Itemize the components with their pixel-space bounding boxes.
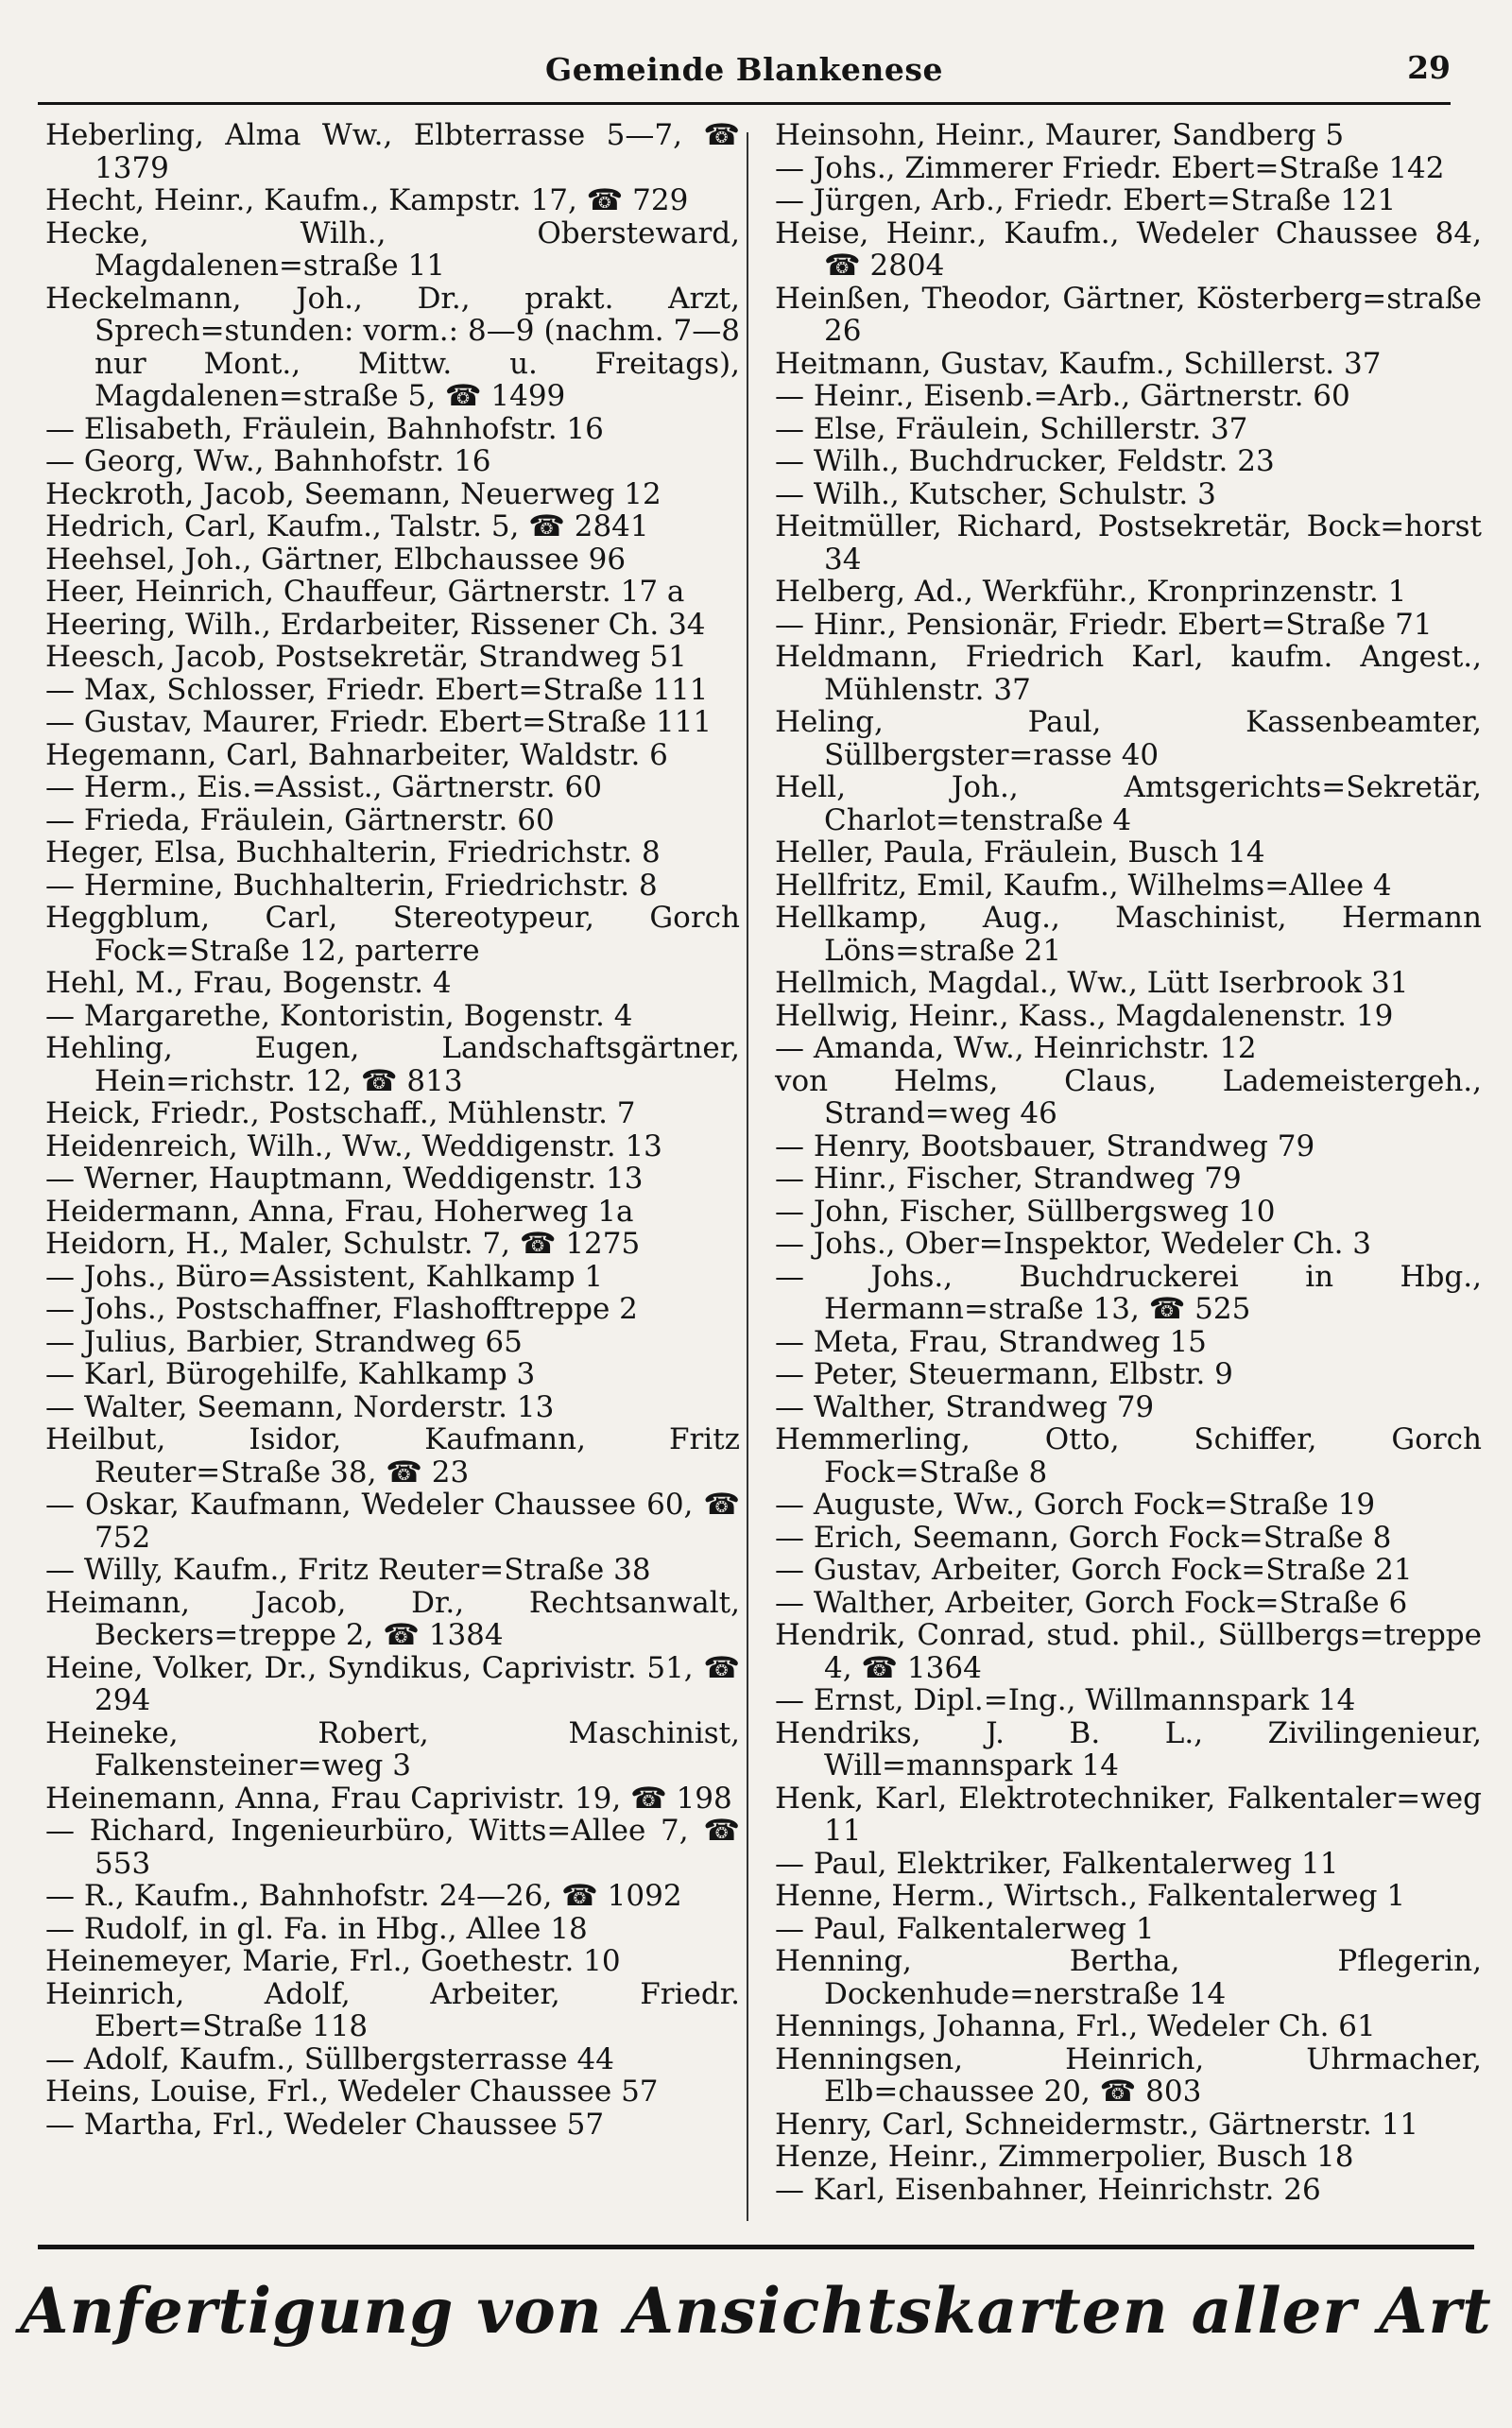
directory-entry: Heesch, Jacob, Postsekretär, Strandweg 51 — [45, 640, 687, 674]
directory-entry: Heinemeyer, Marie, Frl., Goethestr. 10 — [45, 1944, 621, 1978]
left-column — [45, 119, 740, 2141]
directory-entry: Heger, Elsa, Buchhalterin, Friedrichstr. 8 — [45, 835, 661, 870]
directory-entry: Heick, Friedr., Postschaff., Mühlenstr. 7 — [45, 1096, 636, 1130]
directory-entry: — John, Fischer, Süllbergsweg 10 — [775, 1194, 1276, 1229]
directory-entry: Heinsohn, Heinr., Maurer, Sandberg 5 — [775, 118, 1345, 152]
directory-entry: Hedrich, Carl, Kaufm., Talstr. 5, ☎ 2841 — [45, 509, 649, 543]
directory-entry: — R., Kaufm., Bahnhofstr. 24—26, ☎ 1092 — [45, 1879, 682, 1913]
directory-entry: — Karl, Eisenbahner, Heinrichstr. 26 — [775, 2172, 1321, 2207]
directory-entry: — Johs., Zimmerer Friedr. Ebert=Straße 142 — [775, 150, 1445, 185]
directory-entry: — Paul, Elektriker, Falkentalerweg 11 — [775, 1846, 1339, 1881]
directory-entry: Heine, Volker, Dr., Syndikus, Caprivistr. 51, ☎ 294 — [45, 1650, 740, 1717]
directory-entry: Heidorn, H., Maler, Schulstr. 7, ☎ 1275 — [45, 1227, 641, 1261]
directory-entry: Hecke, Wilh., Obersteward, Magdalenen=straße 11 — [45, 215, 740, 283]
directory-entry: — Martha, Frl., Wedeler Chaussee 57 — [45, 2107, 605, 2142]
directory-entry: — Hermine, Buchhalterin, Friedrichstr. 8 — [45, 868, 658, 903]
directory-entry: Hehl, M., Frau, Bogenstr. 4 — [45, 966, 452, 1000]
directory-entry: Hellkamp, Aug., Maschinist, Hermann Löns=straße 21 — [775, 901, 1482, 968]
directory-entry: Heidenreich, Wilh., Ww., Weddigenstr. 13 — [45, 1128, 662, 1163]
directory-entry: — Erich, Seemann, Gorch Fock=Straße 8 — [775, 1520, 1392, 1555]
directory-entry: Heller, Paula, Fräulein, Busch 14 — [775, 835, 1265, 870]
directory-entry: — Walther, Strandweg 79 — [775, 1389, 1155, 1424]
directory-entry: — Elisabeth, Fräulein, Bahnhofstr. 16 — [45, 411, 604, 446]
directory-entry: Hendriks, J. B. L., Zivilingenieur, Will=mannspark 14 — [775, 1715, 1482, 1782]
directory-entry: — Herm., Eis.=Assist., Gärtnerstr. 60 — [45, 770, 602, 804]
directory-entry: — Oskar, Kaufmann, Wedeler Chaussee 60, ☎ 752 — [45, 1488, 740, 1555]
directory-entry: — Johs., Ober=Inspektor, Wedeler Ch. 3 — [775, 1227, 1372, 1261]
directory-entry: Henning, Bertha, Pflegerin, Dockenhude=nerstraße 14 — [775, 1944, 1482, 2011]
directory-entry: Hellmich, Magdal., Ww., Lütt Iserbrook 31 — [775, 966, 1409, 1000]
directory-entry: — Johs., Büro=Assistent, Kahlkamp 1 — [45, 1259, 604, 1294]
directory-entry: — Hinr., Pensionär, Friedr. Ebert=Straße 71 — [775, 607, 1433, 642]
directory-entry: Hehling, Eugen, Landschaftsgärtner, Hein=richstr. 12, ☎ 813 — [45, 1031, 740, 1098]
directory-entry: — Walter, Seemann, Norderstr. 13 — [45, 1389, 555, 1424]
directory-entry: Heldmann, Friedrich Karl, kaufm. Angest., Mühlenstr. 37 — [775, 640, 1482, 707]
directory-entry: — Walther, Arbeiter, Gorch Fock=Straße 6 — [775, 1585, 1408, 1620]
directory-entry: — Gustav, Arbeiter, Gorch Fock=Straße 21 — [775, 1553, 1413, 1587]
directory-entry: Henze, Heinr., Zimmerpolier, Busch 18 — [775, 2140, 1354, 2174]
directory-entry: Hellwig, Heinr., Kass., Magdalenenstr. 19 — [775, 998, 1394, 1033]
directory-entry: — Paul, Falkentalerweg 1 — [775, 1911, 1155, 1946]
directory-entry: — Julius, Barbier, Strandweg 65 — [45, 1324, 523, 1359]
directory-entry: Heidermann, Anna, Frau, Hoherweg 1a — [45, 1194, 634, 1229]
directory-entry: — Wilh., Buchdrucker, Feldstr. 23 — [775, 444, 1275, 478]
advertisement-text: Anfertigung von Ansichtskarten aller Art — [20, 2274, 1492, 2348]
directory-entry: — Wilh., Kutscher, Schulstr. 3 — [775, 476, 1216, 511]
directory-entry: Henk, Karl, Elektrotechniker, Falkentaler=weg 11 — [775, 1781, 1482, 1848]
directory-entry: — Heinr., Eisenb.=Arb., Gärtnerstr. 60 — [775, 379, 1350, 413]
directory-entry: Hegemann, Carl, Bahnarbeiter, Waldstr. 6 — [45, 737, 668, 772]
page-title: Gemeinde Blankenese — [545, 51, 943, 88]
directory-entry: — Else, Fräulein, Schillerstr. 37 — [775, 411, 1248, 446]
directory-entry: Heinrich, Adolf, Arbeiter, Friedr. Ebert=Straße 118 — [45, 1976, 740, 2043]
directory-entry: — Amanda, Ww., Heinrichstr. 12 — [775, 1031, 1257, 1065]
directory-entry: — Karl, Bürogehilfe, Kahlkamp 3 — [45, 1357, 536, 1391]
directory-entry: Hemmerling, Otto, Schiffer, Gorch Fock=Straße 8 — [775, 1422, 1482, 1490]
directory-entry: — Rudolf, in gl. Fa. in Hbg., Allee 18 — [45, 1911, 588, 1946]
directory-entry: Heckelmann, Joh., Dr., prakt. Arzt, Sprech=stunden: vorm.: 8—9 (nachm. 7—8 nur Mont., Mittw. u. Freitags), Magdalenen=straße 5, ☎ 1499 — [45, 281, 740, 413]
directory-entry: — Johs., Buchdruckerei in Hbg., Hermann=straße 13, ☎ 525 — [775, 1259, 1482, 1326]
directory-entry: — Frieda, Fräulein, Gärtnerstr. 60 — [45, 802, 555, 837]
directory-entry: — Auguste, Ww., Gorch Fock=Straße 19 — [775, 1488, 1376, 1522]
directory-entry: — Hinr., Fischer, Strandweg 79 — [775, 1162, 1242, 1196]
directory-entry: Heins, Louise, Frl., Wedeler Chaussee 57 — [45, 2075, 659, 2109]
directory-entry: Hellfritz, Emil, Kaufm., Wilhelms=Allee 4 — [775, 868, 1392, 903]
directory-entry: — Peter, Steuermann, Elbstr. 9 — [775, 1357, 1233, 1391]
directory-entry: Heckroth, Jacob, Seemann, Neuerweg 12 — [45, 476, 662, 511]
directory-entry: Heehsel, Joh., Gärtner, Elbchaussee 96 — [45, 542, 627, 577]
directory-entry: Heberling, Alma Ww., Elbterrasse 5—7, ☎ 1379 — [45, 118, 740, 185]
directory-entry: Heer, Heinrich, Chauffeur, Gärtnerstr. 17 a — [45, 575, 685, 609]
directory-entry: — Jürgen, Arb., Friedr. Ebert=Straße 121 — [775, 183, 1397, 217]
directory-entry: Heineke, Robert, Maschinist, Falkensteiner=weg 3 — [45, 1715, 740, 1782]
directory-entry: — Ernst, Dipl.=Ing., Willmannspark 14 — [775, 1683, 1356, 1717]
page-number: 29 — [1407, 49, 1451, 86]
directory-entry: Heinßen, Theodor, Gärtner, Kösterberg=straße 26 — [775, 281, 1482, 348]
directory-entry: — Georg, Ww., Bahnhofstr. 16 — [45, 444, 491, 478]
directory-entry: Heering, Wilh., Erdarbeiter, Rissener Ch. 34 — [45, 607, 706, 642]
directory-entry: Hell, Joh., Amtsgerichts=Sekretär, Charlot=tenstraße 4 — [775, 770, 1482, 837]
directory-entry: — Richard, Ingenieurbüro, Witts=Allee 7, ☎ 553 — [45, 1814, 740, 1881]
directory-entry: Heise, Heinr., Kaufm., Wedeler Chaussee 84, ☎ 2804 — [775, 215, 1482, 283]
directory-entry: Heitmann, Gustav, Kaufm., Schillerst. 37 — [775, 346, 1382, 381]
directory-entry: — Henry, Bootsbauer, Strandweg 79 — [775, 1128, 1315, 1163]
directory-entry: Hecht, Heinr., Kaufm., Kampstr. 17, ☎ 729 — [45, 183, 689, 217]
directory-entry: — Johs., Postschaffner, Flashofftreppe 2 — [45, 1292, 638, 1326]
directory-entry: Heitmüller, Richard, Postsekretär, Bock=horst 34 — [775, 509, 1482, 577]
directory-entry: — Werner, Hauptmann, Weddigenstr. 13 — [45, 1162, 644, 1196]
advertisement-banner — [20, 2245, 1492, 2372]
directory-entry: — Willy, Kaufm., Fritz Reuter=Straße 38 — [45, 1553, 651, 1587]
directory-entry: Heggblum, Carl, Stereotypeur, Gorch Fock=Straße 12, parterre — [45, 901, 740, 968]
directory-entry: — Adolf, Kaufm., Süllbergsterrasse 44 — [45, 2041, 614, 2076]
directory-entry: Heling, Paul, Kassenbeamter, Süllbergster=rasse 40 — [775, 705, 1482, 772]
directory-entry: Hendrik, Conrad, stud. phil., Süllbergs=treppe 4, ☎ 1364 — [775, 1618, 1482, 1685]
directory-entry: — Margarethe, Kontoristin, Bogenstr. 4 — [45, 998, 633, 1033]
directory-entry: Heinemann, Anna, Frau Caprivistr. 19, ☎ 198 — [45, 1781, 732, 1816]
directory-entry: Henningsen, Heinrich, Uhrmacher, Elb=chaussee 20, ☎ 803 — [775, 2041, 1482, 2109]
directory-entry: — Meta, Frau, Strandweg 15 — [775, 1324, 1207, 1359]
directory-entry: Henry, Carl, Schneidermstr., Gärtnerstr. 11 — [775, 2107, 1419, 2142]
directory-entry: Heimann, Jacob, Dr., Rechtsanwalt, Beckers=treppe 2, ☎ 1384 — [45, 1585, 740, 1652]
directory-entry: Henne, Herm., Wirtsch., Falkentalerweg 1 — [775, 1879, 1406, 1913]
directory-entry: von Helms, Claus, Lademeistergeh., Strand=weg 46 — [775, 1063, 1482, 1130]
directory-entry: Hennings, Johanna, Frl., Wedeler Ch. 61 — [775, 2009, 1376, 2043]
directory-entry: Helberg, Ad., Werkführ., Kronprinzenstr. 1 — [775, 575, 1407, 609]
column-divider — [747, 132, 748, 2221]
directory-entry: — Max, Schlosser, Friedr. Ebert=Straße 111 — [45, 672, 709, 707]
directory-entry: Heilbut, Isidor, Kaufmann, Fritz Reuter=Straße 38, ☎ 23 — [45, 1422, 740, 1490]
directory-entry: — Gustav, Maurer, Friedr. Ebert=Straße 111 — [45, 705, 713, 739]
right-column — [775, 119, 1482, 2206]
page-header — [38, 45, 1451, 105]
